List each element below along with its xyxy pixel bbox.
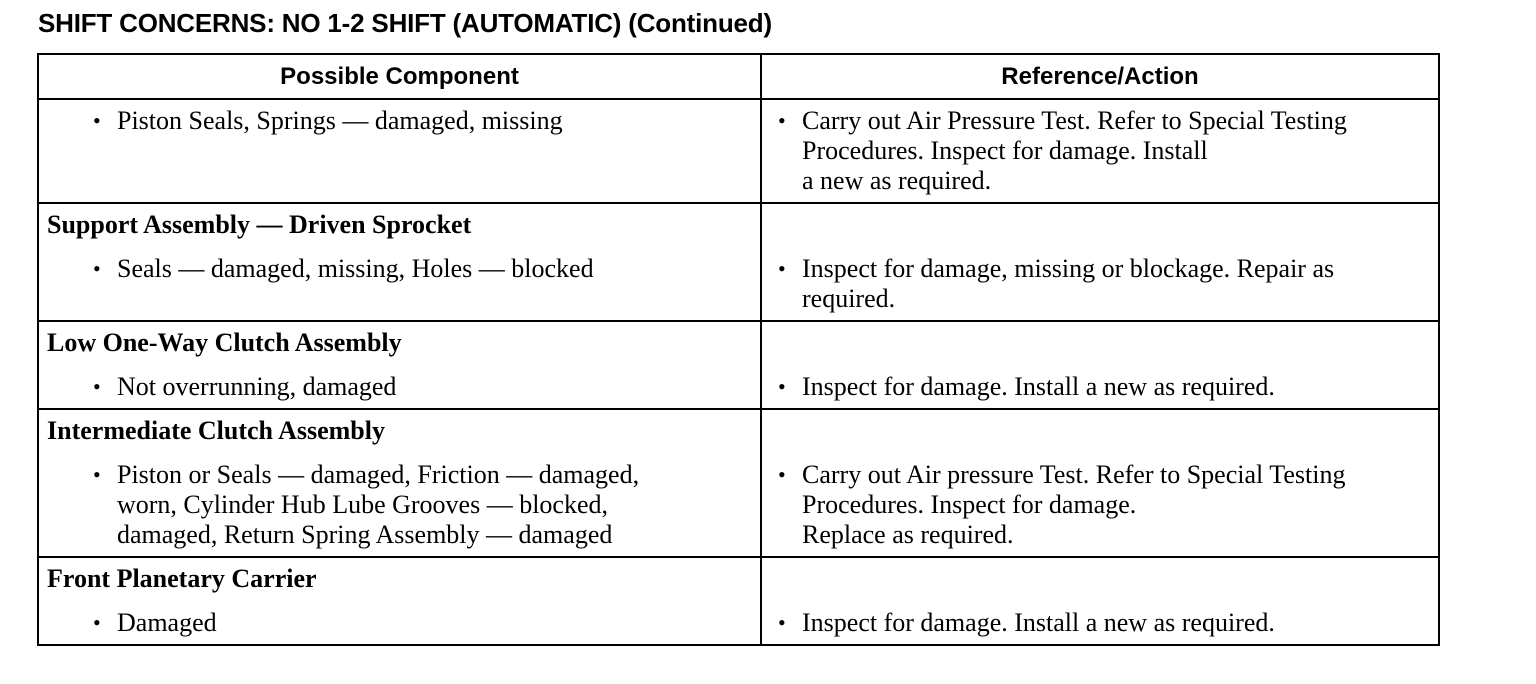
action-bullet-item [770,254,1430,314]
bullet-icon: • [778,462,786,487]
component-text: Piston Seals, Springs — damaged, missing [117,106,563,135]
action-bullet-item [770,106,1430,196]
component-group-title: Low One-Way Clutch Assembly [47,328,402,357]
component-group-title: Support Assembly — Driven Sprocket [47,210,472,239]
action-text: Inspect for damage. Install a new as required. [802,372,1275,401]
action-text: a new as required. [802,166,992,195]
bullet-icon: • [778,374,786,399]
column-header-reference-action: Reference/Action [761,54,1439,99]
table-row [38,557,1439,645]
bullet-icon: • [93,256,101,281]
action-text: required. [802,284,896,313]
action-text: Procedures. Inspect for damage. Install [802,136,1208,165]
action-text: Carry out Air Pressure Test. Refer to Special Testing [802,106,1347,135]
page-title: SHIFT CONCERNS: NO 1-2 SHIFT (AUTOMATIC) (Continued) [38,8,772,38]
table-row [38,409,1439,557]
component-text: Not overrunning, damaged [117,372,397,401]
bullet-icon: • [93,108,101,133]
action-bullet-item [770,608,1430,638]
table-row [38,203,1439,321]
component-bullet-item [47,254,752,284]
action-cell [761,203,1439,321]
component-bullet-item [47,372,752,402]
component-cell [38,557,761,645]
action-text: Procedures. Inspect for damage. [802,490,1137,519]
component-bullet-item [47,460,752,550]
action-bullet-item [770,460,1430,550]
component-cell [38,321,761,409]
action-text: Inspect for damage. Install a new as required. [802,608,1275,637]
component-text: damaged, Return Spring Assembly — damaged [117,520,613,549]
component-group-title: Front Planetary Carrier [47,564,317,593]
component-text: Damaged [117,608,217,637]
bullet-icon: • [93,610,101,635]
action-cell [761,99,1439,203]
component-cell [38,203,761,321]
bullet-icon: • [93,374,101,399]
component-cell [38,99,761,203]
component-text: worn, Cylinder Hub Lube Grooves — blocked, [117,490,609,519]
table-row [38,99,1439,203]
table-row [38,321,1439,409]
shift-concerns-table [37,53,1440,646]
action-bullet-item [770,372,1430,402]
component-bullet-item [47,608,752,638]
action-text: Carry out Air pressure Test. Refer to Special Testing [802,460,1346,489]
action-text: Replace as required. [802,520,1014,549]
action-cell [761,409,1439,557]
bullet-icon: • [778,108,786,133]
component-cell [38,409,761,557]
action-cell [761,557,1439,645]
bullet-icon: • [93,462,101,487]
action-text: Inspect for damage, missing or blockage. Repair as [802,254,1335,283]
column-header-possible-component: Possible Component [38,54,761,99]
component-text: Piston or Seals — damaged, Friction — damaged, [117,460,640,489]
bullet-icon: • [778,256,786,281]
bullet-icon: • [778,610,786,635]
component-text: Seals — damaged, missing, Holes — blocked [117,254,594,283]
component-group-title: Intermediate Clutch Assembly [47,416,385,445]
table-header-row [38,54,1439,99]
component-bullet-item [47,106,752,136]
action-cell [761,321,1439,409]
